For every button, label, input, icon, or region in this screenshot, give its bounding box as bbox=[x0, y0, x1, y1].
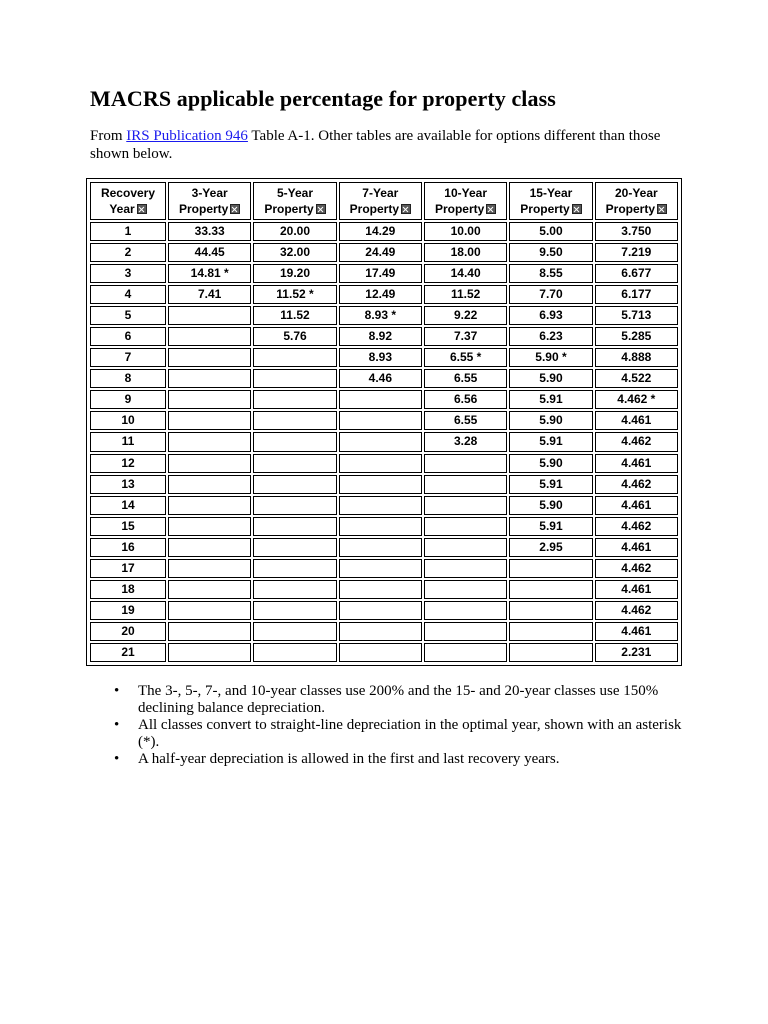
percentage-cell: 3.28 bbox=[424, 432, 507, 451]
table-row bbox=[90, 369, 678, 388]
percentage-cell: 18.00 bbox=[424, 243, 507, 262]
recovery-year-cell: 8 bbox=[90, 369, 166, 388]
table-row bbox=[90, 327, 678, 346]
percentage-cell bbox=[339, 601, 422, 620]
percentage-cell: 4.461 bbox=[595, 580, 678, 599]
percentage-cell: 8.55 bbox=[509, 264, 592, 283]
percentage-cell bbox=[339, 559, 422, 578]
table-row bbox=[90, 601, 678, 620]
note-item bbox=[90, 751, 690, 768]
broken-image-icon bbox=[230, 204, 240, 214]
broken-image-icon bbox=[486, 204, 496, 214]
percentage-cell: 11.52 * bbox=[253, 285, 336, 304]
percentage-cell: 7.219 bbox=[595, 243, 678, 262]
percentage-cell bbox=[253, 390, 336, 409]
notes-list bbox=[90, 683, 690, 768]
percentage-cell bbox=[168, 432, 251, 451]
percentage-cell: 7.70 bbox=[509, 285, 592, 304]
percentage-cell bbox=[424, 559, 507, 578]
percentage-cell bbox=[168, 306, 251, 325]
irs-publication-link[interactable]: IRS Publication 946 bbox=[126, 128, 248, 144]
recovery-year-cell: 4 bbox=[90, 285, 166, 304]
percentage-cell: 11.52 bbox=[424, 285, 507, 304]
percentage-cell bbox=[253, 432, 336, 451]
column-header-line2: Year bbox=[109, 202, 135, 216]
percentage-cell: 4.462 bbox=[595, 559, 678, 578]
percentage-cell bbox=[509, 580, 592, 599]
column-header-line1: 20-Year bbox=[614, 186, 658, 200]
percentage-cell: 6.55 bbox=[424, 369, 507, 388]
percentage-cell bbox=[339, 538, 422, 557]
percentage-cell bbox=[168, 538, 251, 557]
percentage-cell: 5.90 bbox=[509, 454, 592, 473]
column-header-line2: Property bbox=[264, 202, 314, 216]
percentage-cell bbox=[253, 496, 336, 515]
table-body bbox=[90, 222, 678, 662]
percentage-cell bbox=[509, 601, 592, 620]
column-header-line1: 7-Year bbox=[362, 186, 399, 200]
column-header-line1: 5-Year bbox=[276, 186, 313, 200]
column-header bbox=[424, 182, 507, 220]
percentage-cell: 4.461 bbox=[595, 454, 678, 473]
percentage-cell bbox=[168, 475, 251, 494]
percentage-cell: 8.93 * bbox=[339, 306, 422, 325]
percentage-cell: 5.713 bbox=[595, 306, 678, 325]
bullet-icon: • bbox=[114, 717, 120, 733]
percentage-cell: 11.52 bbox=[253, 306, 336, 325]
recovery-year-cell: 3 bbox=[90, 264, 166, 283]
percentage-cell: 14.40 bbox=[424, 264, 507, 283]
percentage-cell bbox=[424, 454, 507, 473]
percentage-cell bbox=[339, 622, 422, 641]
column-header-line1: 15-Year bbox=[529, 186, 573, 200]
table-row bbox=[90, 475, 678, 494]
percentage-cell: 5.91 bbox=[509, 390, 592, 409]
table-row bbox=[90, 622, 678, 641]
percentage-cell: 4.462 bbox=[595, 432, 678, 451]
column-header-line2: Property bbox=[520, 202, 570, 216]
broken-image-icon bbox=[572, 204, 582, 214]
intro-prefix: From bbox=[90, 128, 127, 144]
percentage-cell bbox=[424, 538, 507, 557]
intro-paragraph bbox=[90, 127, 690, 163]
percentage-cell bbox=[168, 496, 251, 515]
percentage-cell bbox=[253, 601, 336, 620]
percentage-cell: 8.92 bbox=[339, 327, 422, 346]
bullet-icon: • bbox=[114, 751, 120, 767]
percentage-cell bbox=[168, 390, 251, 409]
recovery-year-cell: 7 bbox=[90, 348, 166, 367]
table-row bbox=[90, 285, 678, 304]
percentage-cell bbox=[168, 643, 251, 662]
percentage-cell: 14.81 * bbox=[168, 264, 251, 283]
column-header-line2: Property bbox=[178, 202, 229, 216]
percentage-cell bbox=[339, 411, 422, 430]
percentage-cell bbox=[253, 622, 336, 641]
note-text: All classes convert to straight-line depreciation in the optimal year, shown with an asterisk (*). bbox=[138, 717, 682, 750]
table-row bbox=[90, 517, 678, 536]
column-header-line2: Property bbox=[349, 202, 399, 216]
column-header-line2: Property bbox=[434, 202, 485, 216]
percentage-cell bbox=[168, 622, 251, 641]
column-header-line2: Property bbox=[605, 202, 655, 216]
column-header-line1: Recovery bbox=[100, 186, 156, 200]
macrs-table bbox=[88, 180, 680, 664]
table-row bbox=[90, 411, 678, 430]
percentage-cell bbox=[424, 601, 507, 620]
column-header bbox=[339, 182, 422, 220]
column-header bbox=[253, 182, 336, 220]
broken-image-icon bbox=[137, 204, 147, 214]
percentage-cell: 6.677 bbox=[595, 264, 678, 283]
macrs-table-container bbox=[86, 178, 682, 666]
column-header bbox=[509, 182, 592, 220]
percentage-cell bbox=[168, 580, 251, 599]
recovery-year-cell: 14 bbox=[90, 496, 166, 515]
percentage-cell bbox=[424, 643, 507, 662]
percentage-cell bbox=[253, 559, 336, 578]
recovery-year-cell: 13 bbox=[90, 475, 166, 494]
recovery-year-cell: 11 bbox=[90, 432, 166, 451]
percentage-cell: 4.461 bbox=[595, 411, 678, 430]
percentage-cell: 5.285 bbox=[595, 327, 678, 346]
percentage-cell bbox=[253, 369, 336, 388]
column-header bbox=[595, 182, 678, 220]
percentage-cell: 5.91 bbox=[509, 432, 592, 451]
percentage-cell: 2.231 bbox=[595, 643, 678, 662]
percentage-cell: 9.50 bbox=[509, 243, 592, 262]
broken-image-icon bbox=[401, 204, 411, 214]
percentage-cell bbox=[509, 622, 592, 641]
percentage-cell: 6.93 bbox=[509, 306, 592, 325]
note-item bbox=[90, 717, 690, 751]
table-row bbox=[90, 454, 678, 473]
percentage-cell bbox=[509, 643, 592, 662]
percentage-cell: 4.462 bbox=[595, 475, 678, 494]
percentage-cell bbox=[253, 348, 336, 367]
percentage-cell bbox=[168, 369, 251, 388]
recovery-year-cell: 17 bbox=[90, 559, 166, 578]
percentage-cell: 6.56 bbox=[424, 390, 507, 409]
percentage-cell: 5.00 bbox=[509, 222, 592, 241]
table-row bbox=[90, 432, 678, 451]
percentage-cell bbox=[253, 454, 336, 473]
percentage-cell: 4.461 bbox=[595, 622, 678, 641]
note-item bbox=[90, 683, 690, 717]
table-row bbox=[90, 222, 678, 241]
percentage-cell bbox=[253, 538, 336, 557]
table-row bbox=[90, 538, 678, 557]
percentage-cell: 4.461 bbox=[595, 538, 678, 557]
percentage-cell: 33.33 bbox=[168, 222, 251, 241]
table-row bbox=[90, 496, 678, 515]
percentage-cell: 17.49 bbox=[339, 264, 422, 283]
recovery-year-cell: 19 bbox=[90, 601, 166, 620]
percentage-cell bbox=[253, 517, 336, 536]
percentage-cell bbox=[168, 327, 251, 346]
percentage-cell: 6.55 bbox=[424, 411, 507, 430]
percentage-cell: 4.46 bbox=[339, 369, 422, 388]
recovery-year-cell: 2 bbox=[90, 243, 166, 262]
table-row bbox=[90, 643, 678, 662]
table-row bbox=[90, 348, 678, 367]
percentage-cell: 9.22 bbox=[424, 306, 507, 325]
percentage-cell bbox=[253, 580, 336, 599]
percentage-cell: 24.49 bbox=[339, 243, 422, 262]
recovery-year-cell: 21 bbox=[90, 643, 166, 662]
percentage-cell: 14.29 bbox=[339, 222, 422, 241]
percentage-cell: 2.95 bbox=[509, 538, 592, 557]
percentage-cell: 5.90 bbox=[509, 496, 592, 515]
percentage-cell: 32.00 bbox=[253, 243, 336, 262]
note-text: The 3-, 5-, 7-, and 10-year classes use 200% and the 15- and 20-year classes use 150% declining balance depreciation. bbox=[138, 683, 659, 716]
broken-image-icon bbox=[657, 204, 667, 214]
recovery-year-cell: 1 bbox=[90, 222, 166, 241]
percentage-cell bbox=[253, 411, 336, 430]
percentage-cell bbox=[339, 517, 422, 536]
percentage-cell bbox=[339, 643, 422, 662]
percentage-cell: 4.461 bbox=[595, 496, 678, 515]
percentage-cell bbox=[253, 475, 336, 494]
table-row bbox=[90, 243, 678, 262]
percentage-cell bbox=[168, 454, 251, 473]
table-row bbox=[90, 306, 678, 325]
percentage-cell: 5.91 bbox=[509, 475, 592, 494]
percentage-cell: 44.45 bbox=[168, 243, 251, 262]
percentage-cell bbox=[424, 475, 507, 494]
column-header-line1: 3-Year bbox=[191, 186, 228, 200]
percentage-cell: 5.91 bbox=[509, 517, 592, 536]
percentage-cell bbox=[424, 517, 507, 536]
note-text: A half-year depreciation is allowed in the first and last recovery years. bbox=[138, 751, 560, 767]
percentage-cell bbox=[339, 496, 422, 515]
percentage-cell: 4.462 bbox=[595, 517, 678, 536]
percentage-cell: 6.23 bbox=[509, 327, 592, 346]
percentage-cell: 5.90 bbox=[509, 369, 592, 388]
broken-image-icon bbox=[316, 204, 326, 214]
percentage-cell bbox=[424, 580, 507, 599]
percentage-cell bbox=[168, 411, 251, 430]
percentage-cell: 19.20 bbox=[253, 264, 336, 283]
percentage-cell: 10.00 bbox=[424, 222, 507, 241]
percentage-cell bbox=[339, 432, 422, 451]
percentage-cell: 7.37 bbox=[424, 327, 507, 346]
percentage-cell: 3.750 bbox=[595, 222, 678, 241]
percentage-cell: 20.00 bbox=[253, 222, 336, 241]
recovery-year-cell: 9 bbox=[90, 390, 166, 409]
recovery-year-cell: 6 bbox=[90, 327, 166, 346]
percentage-cell: 5.90 bbox=[509, 411, 592, 430]
percentage-cell bbox=[424, 622, 507, 641]
column-header bbox=[90, 182, 166, 220]
table-row bbox=[90, 580, 678, 599]
table-header-row bbox=[90, 182, 678, 220]
intro-suffix: Table A-1. Other tables are available for options different than those shown below. bbox=[90, 128, 661, 162]
recovery-year-cell: 18 bbox=[90, 580, 166, 599]
percentage-cell: 5.90 * bbox=[509, 348, 592, 367]
percentage-cell bbox=[339, 454, 422, 473]
recovery-year-cell: 15 bbox=[90, 517, 166, 536]
percentage-cell: 12.49 bbox=[339, 285, 422, 304]
recovery-year-cell: 16 bbox=[90, 538, 166, 557]
percentage-cell bbox=[168, 601, 251, 620]
percentage-cell bbox=[168, 517, 251, 536]
percentage-cell bbox=[339, 580, 422, 599]
percentage-cell bbox=[168, 348, 251, 367]
table-row bbox=[90, 559, 678, 578]
percentage-cell: 8.93 bbox=[339, 348, 422, 367]
percentage-cell: 6.177 bbox=[595, 285, 678, 304]
table-row bbox=[90, 390, 678, 409]
page-title: MACRS applicable percentage for property class bbox=[90, 86, 556, 111]
column-header-line1: 10-Year bbox=[444, 186, 487, 200]
percentage-cell: 6.55 * bbox=[424, 348, 507, 367]
column-header bbox=[168, 182, 251, 220]
percentage-cell bbox=[424, 496, 507, 515]
recovery-year-cell: 10 bbox=[90, 411, 166, 430]
percentage-cell: 4.462 * bbox=[595, 390, 678, 409]
percentage-cell bbox=[509, 559, 592, 578]
recovery-year-cell: 12 bbox=[90, 454, 166, 473]
percentage-cell: 5.76 bbox=[253, 327, 336, 346]
percentage-cell: 4.462 bbox=[595, 601, 678, 620]
percentage-cell: 4.522 bbox=[595, 369, 678, 388]
percentage-cell bbox=[339, 390, 422, 409]
recovery-year-cell: 20 bbox=[90, 622, 166, 641]
recovery-year-cell: 5 bbox=[90, 306, 166, 325]
percentage-cell bbox=[339, 475, 422, 494]
percentage-cell bbox=[253, 643, 336, 662]
percentage-cell: 7.41 bbox=[168, 285, 251, 304]
percentage-cell bbox=[168, 559, 251, 578]
percentage-cell: 4.888 bbox=[595, 348, 678, 367]
bullet-icon: • bbox=[114, 683, 120, 699]
table-row bbox=[90, 264, 678, 283]
